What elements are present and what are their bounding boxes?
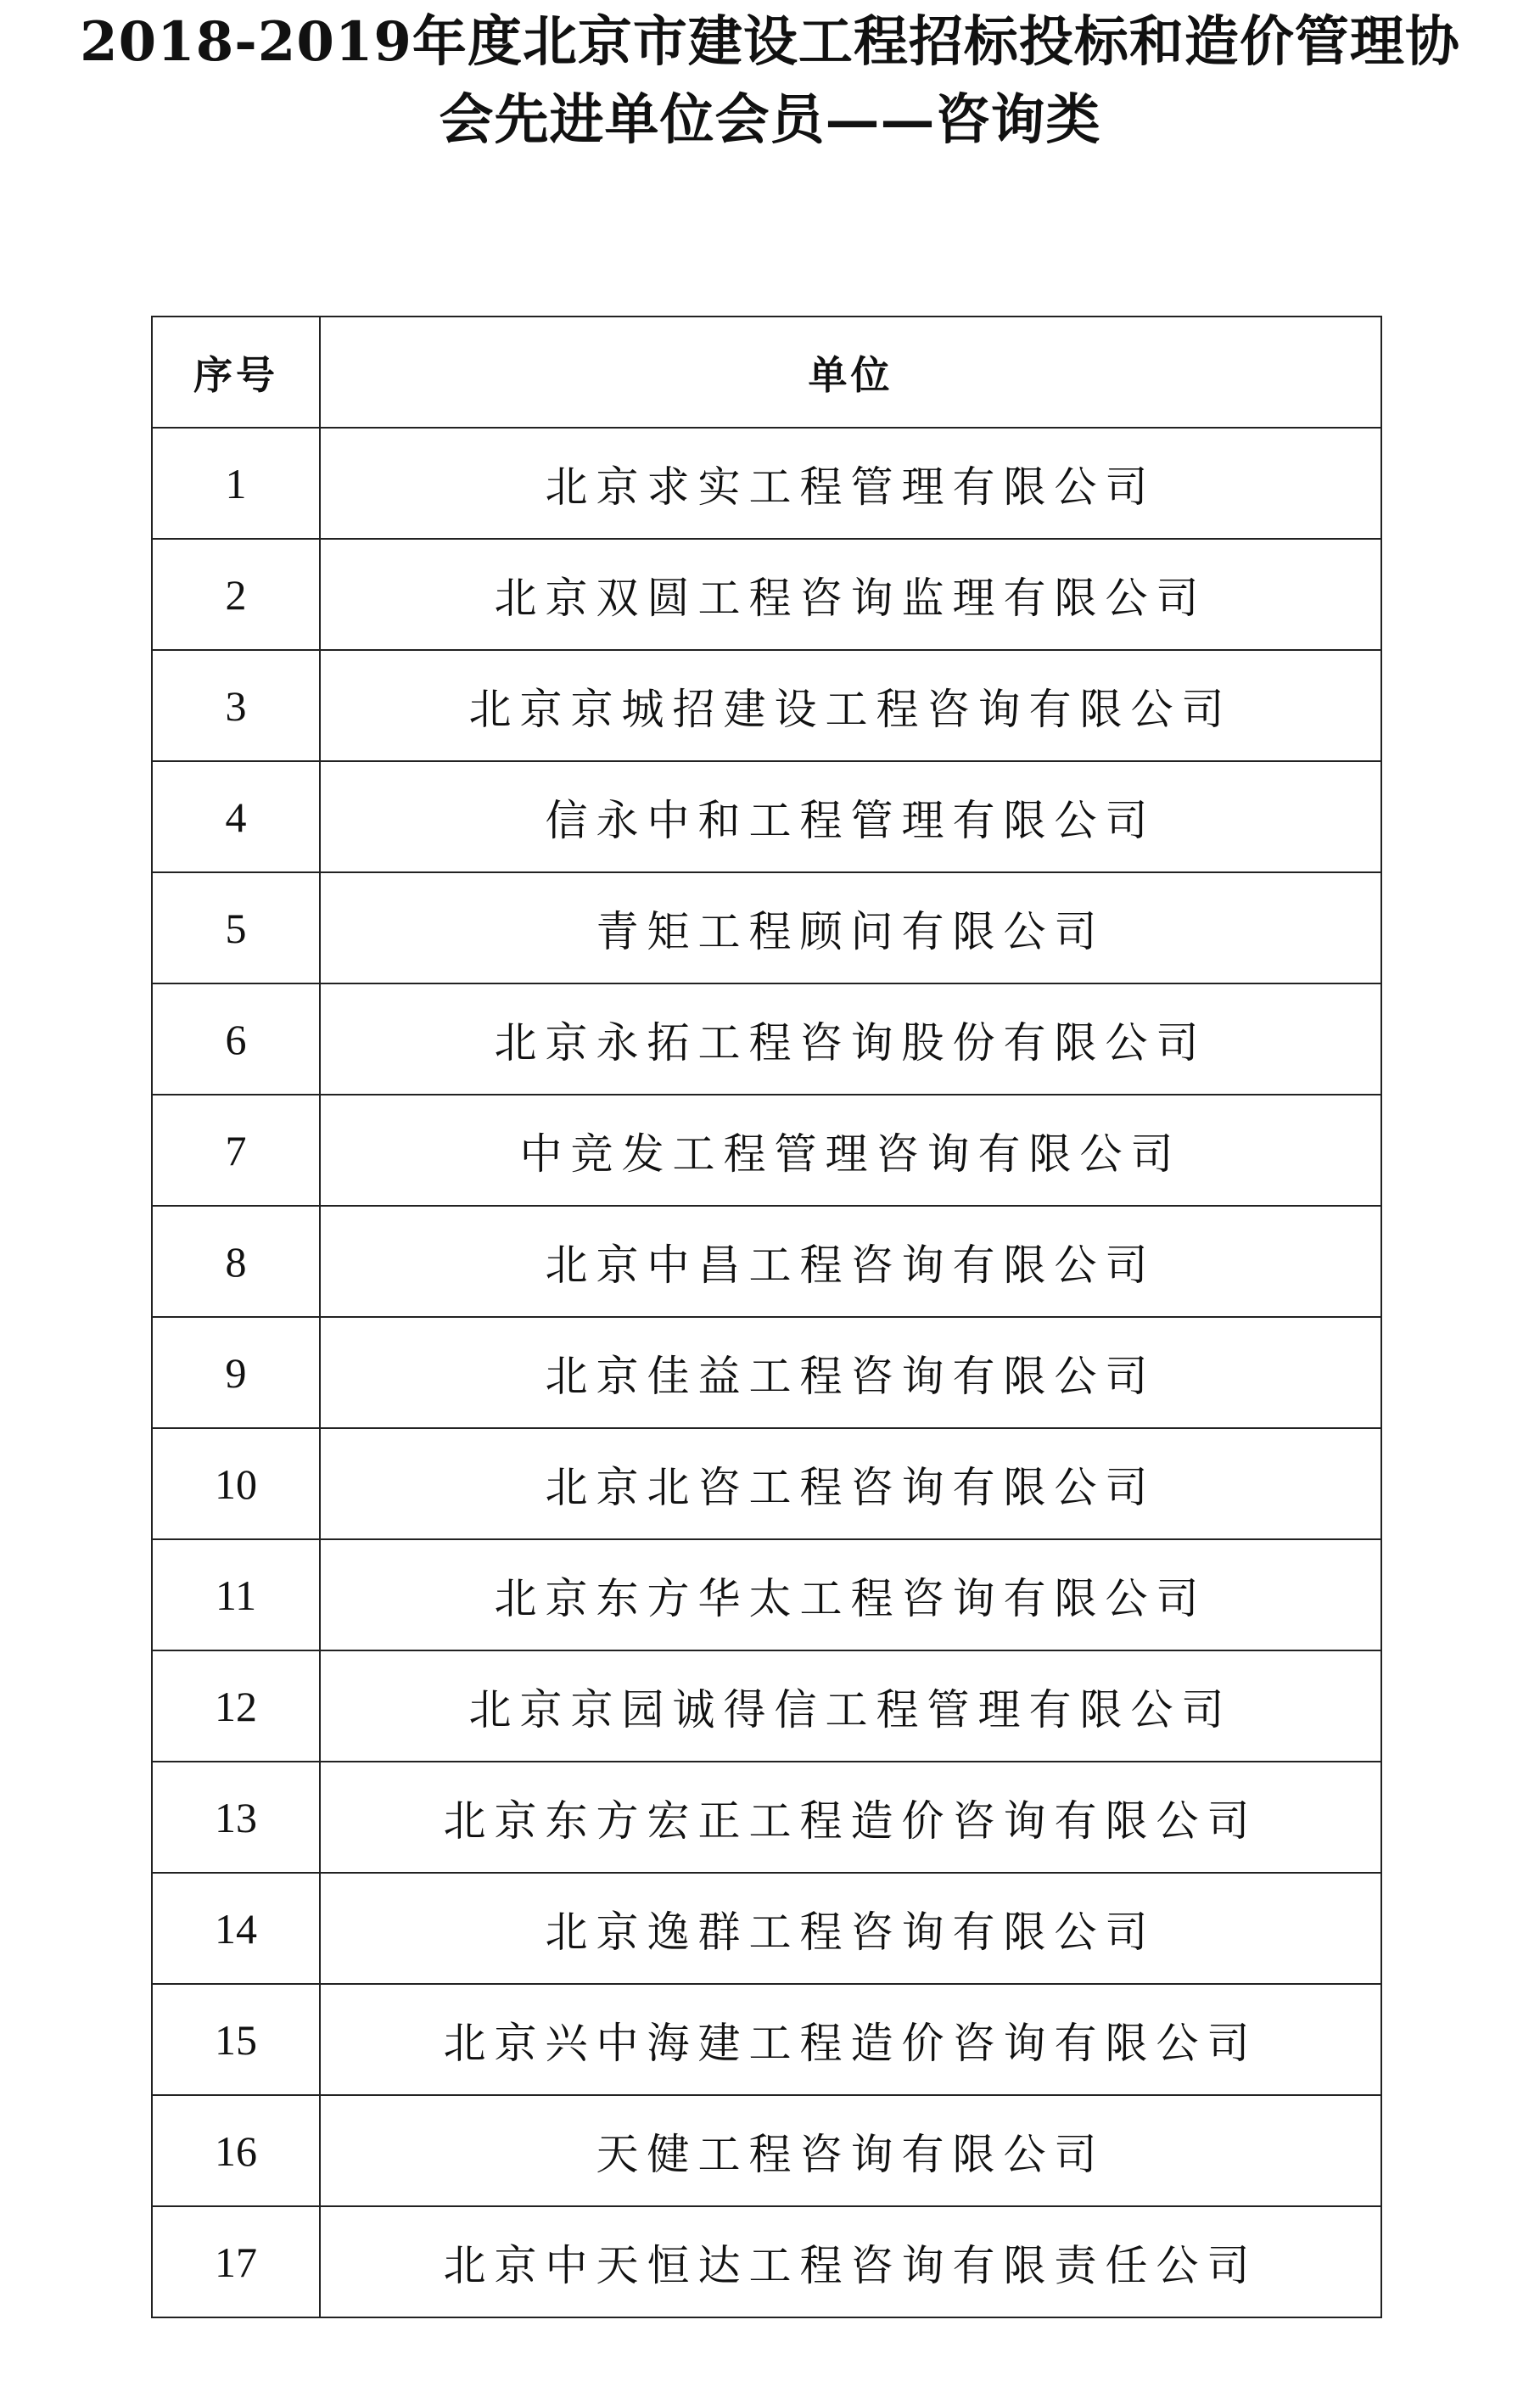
table-row <box>152 428 1381 539</box>
row-index: 4 <box>152 761 320 872</box>
row-index: 7 <box>152 1095 320 1206</box>
document-title <box>0 3 1540 160</box>
row-unit: 北京中天恒达工程咨询有限责任公司 <box>320 2206 1381 2317</box>
row-unit: 北京东方华太工程咨询有限公司 <box>320 1539 1381 1650</box>
row-index: 13 <box>152 1762 320 1873</box>
row-unit: 北京求实工程管理有限公司 <box>320 428 1381 539</box>
row-index: 2 <box>152 539 320 650</box>
row-index: 12 <box>152 1650 320 1762</box>
table-row <box>152 1762 1381 1873</box>
row-unit: 北京兴中海建工程造价咨询有限公司 <box>320 1984 1381 2095</box>
row-unit: 北京京城招建设工程咨询有限公司 <box>320 650 1381 761</box>
row-index: 14 <box>152 1873 320 1984</box>
row-index: 3 <box>152 650 320 761</box>
header-unit: 单位 <box>320 317 1381 428</box>
row-unit: 北京逸群工程咨询有限公司 <box>320 1873 1381 1984</box>
row-index: 11 <box>152 1539 320 1650</box>
row-unit: 北京东方宏正工程造价咨询有限公司 <box>320 1762 1381 1873</box>
row-unit: 信永中和工程管理有限公司 <box>320 761 1381 872</box>
row-index: 16 <box>152 2095 320 2206</box>
row-index: 8 <box>152 1206 320 1317</box>
row-unit: 北京永拓工程咨询股份有限公司 <box>320 983 1381 1095</box>
header-index: 序号 <box>152 317 320 428</box>
row-unit: 中竞发工程管理咨询有限公司 <box>320 1095 1381 1206</box>
row-index: 17 <box>152 2206 320 2317</box>
table-row <box>152 539 1381 650</box>
table-row <box>152 1873 1381 1984</box>
table-row <box>152 1984 1381 2095</box>
row-index: 6 <box>152 983 320 1095</box>
row-index: 10 <box>152 1428 320 1539</box>
table-row <box>152 1539 1381 1650</box>
member-table <box>151 316 1382 2318</box>
row-index: 9 <box>152 1317 320 1428</box>
table-row <box>152 1095 1381 1206</box>
table-header-row <box>152 317 1381 428</box>
table-body <box>152 428 1381 2317</box>
table-row <box>152 1428 1381 1539</box>
title-line-1: 2018-2019年度北京市建设工程招标投标和造价管理协 <box>80 10 1460 74</box>
row-unit: 北京京园诚得信工程管理有限公司 <box>320 1650 1381 1762</box>
table-row <box>152 983 1381 1095</box>
table-row <box>152 761 1381 872</box>
row-unit: 青矩工程顾问有限公司 <box>320 872 1381 983</box>
table-row <box>152 872 1381 983</box>
row-unit: 北京双圆工程咨询监理有限公司 <box>320 539 1381 650</box>
title-line-2: 会先进单位会员——咨询类 <box>439 88 1101 152</box>
table-row <box>152 1650 1381 1762</box>
row-index: 1 <box>152 428 320 539</box>
table-row <box>152 650 1381 761</box>
table-row <box>152 2095 1381 2206</box>
row-unit: 天健工程咨询有限公司 <box>320 2095 1381 2206</box>
table-row <box>152 1206 1381 1317</box>
row-index: 15 <box>152 1984 320 2095</box>
row-unit: 北京佳益工程咨询有限公司 <box>320 1317 1381 1428</box>
table-row <box>152 1317 1381 1428</box>
row-unit: 北京中昌工程咨询有限公司 <box>320 1206 1381 1317</box>
row-index: 5 <box>152 872 320 983</box>
table-row <box>152 2206 1381 2317</box>
row-unit: 北京北咨工程咨询有限公司 <box>320 1428 1381 1539</box>
